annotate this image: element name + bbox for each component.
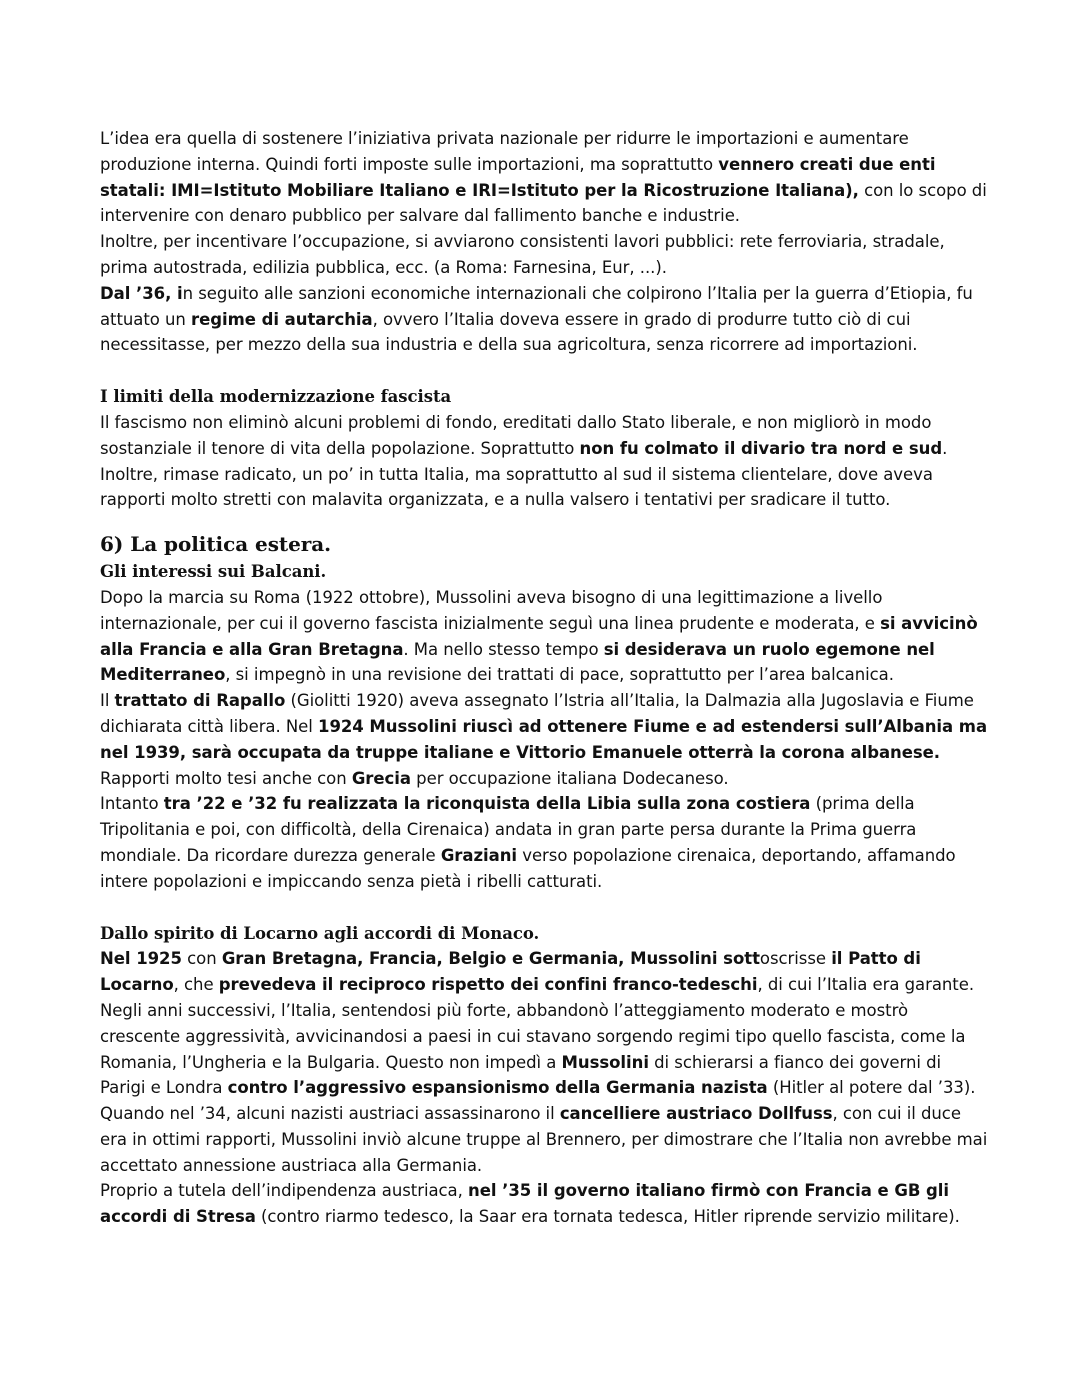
- text-run: (contro riarmo tedesco, la Saar era tornata tedesca, Hitler riprende servizio militare).: [255, 1207, 960, 1227]
- spacer: [100, 358, 990, 384]
- document-page: [100, 126, 990, 1230]
- text-run: n seguito alle sanzioni economiche internazionali che colpirono l’Italia per la guerra d’Etiopia, fu attuato un: [100, 283, 973, 329]
- paragraph-clientelare: [100, 462, 990, 514]
- text-run: con: [181, 949, 222, 969]
- text-run: (prima della Tripolitania e poi, con difficoltà, della Cirenaica) andata in gran parte persa durante la Prima guerra mondiale. Da ricordare durezza generale: [100, 794, 917, 865]
- text-run: oscrisse: [759, 949, 832, 969]
- paragraph-rapallo: [100, 688, 990, 791]
- text-run: .: [942, 438, 948, 458]
- text-run: L’idea era quella di sostenere l’iniziativa privata nazionale per ridurre le importazioni e aumentare produzione interna. Quindi forti imposte sulle importazioni, ma soprattutto: [100, 129, 909, 174]
- bold-text-run: prevedeva il reciproco rispetto dei confini franco-tedeschi: [218, 975, 758, 995]
- text-run: Inoltre, per incentivare l’occupazione, si avviarono consistenti lavori pubblici: rete ferroviaria, stradale, prima autostrada, edilizia pubblica, ecc. (a Roma: Farnesina, Eur, ...).: [100, 232, 945, 277]
- bold-text-run: vennero creati due enti statali: IMI=Istituto Mobiliare Italiano e IRI=Istituto per la Ricostruzione Italiana),: [100, 154, 936, 200]
- paragraph-marcia-su-roma: [100, 585, 990, 688]
- heading-limiti: I limiti della modernizzazione fascista: [100, 387, 452, 407]
- text-run: Rapporti molto tesi anche con: [100, 768, 352, 788]
- heading-locarno: Dallo spirito di Locarno agli accordi di Monaco.: [100, 923, 540, 943]
- text-run: verso popolazione cirenaica, deportando, affamando intere popolazioni e impiccando senza pietà i ribelli catturati.: [100, 845, 956, 891]
- section-title: 6) La politica estera.: [100, 532, 332, 557]
- bold-text-run: 1924 Mussolini riuscì ad ottenere Fiume e ad estendersi sull’Albania ma nel 1939, sarà occupata da truppe italiane e Vittorio Emanuele otterrà la corona albanese.: [100, 716, 988, 762]
- bold-text-run: si avvicinò alla Francia e alla Gran Bretagna: [100, 613, 978, 659]
- bold-text-run: il Patto di Locarno: [100, 949, 921, 995]
- bold-text-run: Nel 1925: [100, 949, 182, 969]
- text-run: con lo scopo di intervenire con denaro pubblico per salvare dal fallimento banche e industrie.: [100, 180, 987, 226]
- bold-text-run: contro l’aggressivo espansionismo della Germania nazista: [227, 1078, 768, 1098]
- text-run: (Giolitti 1920) aveva assegnato l’Istria all’Italia, la Dalmazia alla Jugoslavia e Fiume dichiarata città libera. Nel: [100, 691, 974, 736]
- paragraph-economia: [100, 126, 990, 229]
- bold-text-run: Mussolini: [561, 1052, 649, 1072]
- spacer: [100, 895, 990, 921]
- bold-text-run: tra ’22 e ’32 fu realizzata la riconquista della Libia sulla zona costiera: [163, 794, 811, 814]
- bold-text-run: nel ’35 il governo italiano firmò con Francia e GB gli accordi di Stresa: [100, 1181, 950, 1227]
- text-run: , con cui il duce era in ottimi rapporti, Mussolini inviò alcune truppe al Brennero, per dimostrare che l’Italia non avrebbe mai accettato annessione austriaca alla Germania.: [100, 1104, 988, 1175]
- text-run: di schierarsi a fianco dei governi di Parigi e Londra: [100, 1052, 942, 1098]
- bold-text-run: trattato di Rapallo: [114, 691, 286, 711]
- text-run: Il fascismo non eliminò alcuni problemi di fondo, ereditati dallo Stato liberale, e non migliorò in modo sostanziale il tenore di vita della popolazione. Soprattutto: [100, 412, 932, 458]
- paragraph-locarno: [100, 946, 990, 998]
- bold-text-run: regime di autarchia: [191, 309, 373, 329]
- paragraph-stresa: [100, 1178, 990, 1230]
- bold-text-run: Gran Bretagna, Francia, Belgio e Germania, Mussolini sott: [221, 949, 760, 969]
- bold-text-run: Graziani: [440, 845, 518, 865]
- bold-text-run: Dal ’36, i: [100, 283, 183, 303]
- bold-text-run: Grecia: [351, 768, 411, 788]
- text-run: , si impegnò in una revisione dei trattati di pace, soprattutto per l’area balcanica.: [225, 665, 894, 685]
- paragraph-divario: [100, 410, 990, 462]
- paragraph-dollfuss: [100, 1101, 990, 1178]
- text-run: , che: [173, 975, 219, 995]
- text-run: , di cui l’Italia era garante.: [757, 975, 975, 995]
- text-run: per occupazione italiana Dodecaneso.: [410, 768, 729, 788]
- text-run: Il: [100, 691, 115, 711]
- paragraph-aggressivita: [100, 998, 990, 1101]
- text-run: Intanto: [100, 794, 164, 814]
- paragraph-libia: [100, 791, 990, 894]
- text-run: , ovvero l’Italia doveva essere in grado di produrre tutto ciò di cui necessitasse, per mezzo della sua industria e della sua agricoltura, senza ricorrere ad importazioni.: [100, 309, 918, 355]
- text-run: Dopo la marcia su Roma (1922 ottobre), Mussolini aveva bisogno di una legittimazione a livello internazionale, per cui il governo fascista inizialmente seguì una linea prudente e moderata, e: [100, 587, 883, 633]
- bold-text-run: si desiderava un ruolo egemone nel Mediterraneo: [100, 639, 935, 685]
- text-run: . Ma nello stesso tempo: [403, 639, 604, 659]
- text-run: Proprio a tutela dell’indipendenza austriaca,: [100, 1181, 469, 1201]
- text-run: Negli anni successivi, l’Italia, sentendosi più forte, abbandonò l’atteggiamento moderato e mostrò crescente aggressività, avvicinandosi a paesi in cui stavano sorgendo regimi tipo quello fascista, come la Romania, l’Ungheria e la Bulgaria. Questo non impedì a: [100, 1000, 966, 1072]
- text-run: (Hitler al potere dal ’33).: [767, 1078, 976, 1098]
- paragraph-lavori-pubblici: [100, 229, 990, 281]
- spacer: [100, 513, 990, 529]
- paragraph-autarchia: [100, 281, 990, 358]
- text-run: Inoltre, rimase radicato, un po’ in tutta Italia, ma soprattutto al sud il sistema clientelare, dove aveva rapporti molto stretti con malavita organizzata, e a nulla valsero i tentativi per sradicare il tutto.: [100, 464, 933, 510]
- text-run: Quando nel ’34, alcuni nazisti austriaci assassinarono il: [100, 1104, 560, 1124]
- bold-text-run: non fu colmato il divario tra nord e sud: [579, 438, 943, 458]
- heading-balcani: Gli interessi sui Balcani.: [100, 562, 327, 582]
- bold-text-run: cancelliere austriaco Dollfuss: [559, 1104, 833, 1124]
